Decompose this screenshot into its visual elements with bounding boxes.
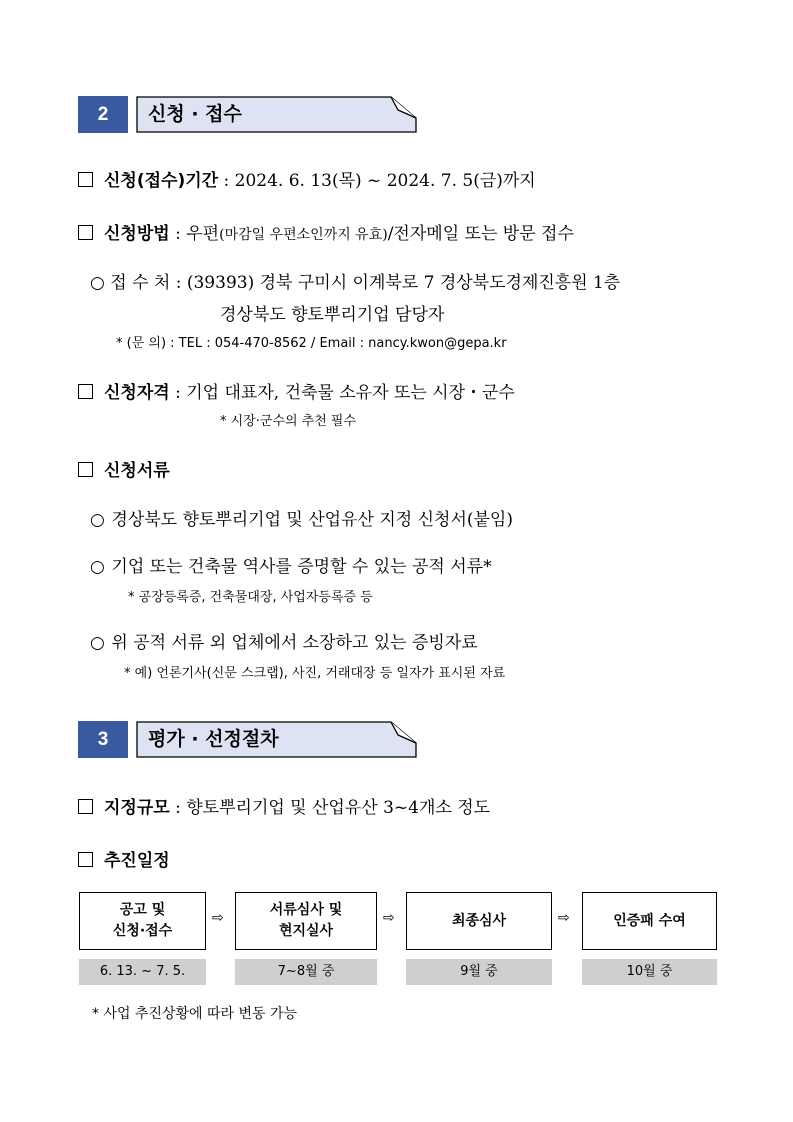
schedule-step-2 [235,892,377,950]
scale-value: 향토뿌리기업 및 산업유산 3~4개소 정도 [186,798,491,818]
method-sep: : [169,224,187,244]
method-value-1: 우편 [186,224,220,244]
docs-item-2 [90,552,492,577]
section-3-number: 3 [78,721,128,758]
docs-item-3-text: 위 공적 서류 외 업체에서 소장하고 있는 증빙자료 [111,633,478,653]
method-value-2: (마감일 우편소인까지 유효) [219,227,388,243]
docs-item-3 [90,628,478,653]
checkbox-icon [78,384,93,399]
section-2-title: 신청 · 접수 [148,103,242,125]
step-4-label: 인증패 수여 [613,912,686,929]
step-1-line-2: 신청·접수 [112,923,173,939]
office-line-2: 경상북도 향토뿌리기업 담당자 [220,305,445,325]
docs-label: 신청서류 [104,461,170,481]
qual-note: * 시장·군수의 추천 필수 [220,414,357,429]
section-3-title-box [136,721,418,758]
step-2-line-2: 현지실사 [278,923,334,939]
checkbox-icon [78,462,93,477]
step-3-label: 최종심사 [451,912,507,929]
schedule-step-1 [79,892,206,950]
schedule-date-4: 10월 중 [582,959,717,985]
checkbox-icon [78,172,93,187]
qual-row [78,378,515,403]
circle-bullet-icon: ○ [90,510,105,530]
schedule-date-1: 6. 13. ~ 7. 5. [79,959,206,985]
office-contact: * (문 의) : TEL : 054-470-8562 / Email : nancy.kwon@gepa.kr [116,336,507,351]
period-sep: : [218,171,235,191]
scale-label: 지정규모 [104,798,170,818]
docs-item-1 [90,505,513,530]
docs-note-2: * 공장등록증, 건축물대장, 사업자등록증 등 [128,590,373,605]
method-label: 신청방법 [104,224,170,244]
office-label: ○ 접 수 처 : [90,273,187,293]
checkbox-icon [78,799,93,814]
section-2-title-box [136,96,418,133]
circle-bullet-icon: ○ [90,557,105,577]
checkbox-icon [78,225,93,240]
docs-item-1-text: 경상북도 향토뿌리기업 및 산업유산 지정 신청서(붙임) [111,510,513,530]
qual-sep: : [169,383,187,403]
schedule-step-4 [582,892,717,950]
office-row [90,268,620,293]
schedule-label: 추진일정 [104,851,170,871]
schedule-date-3: 9월 중 [406,959,552,985]
docs-item-2-text: 기업 또는 건축물 역사를 증명할 수 있는 공적 서류* [111,557,492,577]
schedule-step-3 [406,892,552,950]
circle-bullet-icon: ○ [90,633,105,653]
step-2-line-1: 서류심사 및 [269,902,343,918]
docs-row [78,456,170,481]
office-address: (39393) 경북 구미시 이계북로 7 경상북도경제진흥원 1층 [186,273,621,293]
docs-note-3: * 예) 언론기사(신문 스크랩), 사진, 거래대장 등 일자가 표시된 자료 [124,666,506,681]
method-row [78,219,574,244]
scale-sep: : [169,798,187,818]
section-3-title: 평가 · 선정절차 [148,728,279,750]
qual-label: 신청자격 [104,383,170,403]
period-value: 2024. 6. 13(목) ~ 2024. 7. 5(금)까지 [234,171,536,191]
scale-row [78,793,490,818]
right-arrow-icon: ⇨ [383,910,395,926]
step-1-line-1: 공고 및 [119,902,166,918]
period-row [78,166,536,191]
method-value-3: /전자메일 또는 방문 접수 [387,224,574,244]
checkbox-icon [78,852,93,867]
period-label: 신청(접수)기간 [104,171,219,191]
schedule-row [78,846,170,871]
right-arrow-icon: ⇨ [212,910,224,926]
schedule-date-2: 7~8월 중 [235,959,377,985]
schedule-note: * 사업 추진상황에 따라 변동 가능 [92,1006,298,1022]
right-arrow-icon: ⇨ [558,910,570,926]
section-2-number: 2 [78,96,128,133]
qual-value: 기업 대표자, 건축물 소유자 또는 시장・군수 [186,383,515,403]
